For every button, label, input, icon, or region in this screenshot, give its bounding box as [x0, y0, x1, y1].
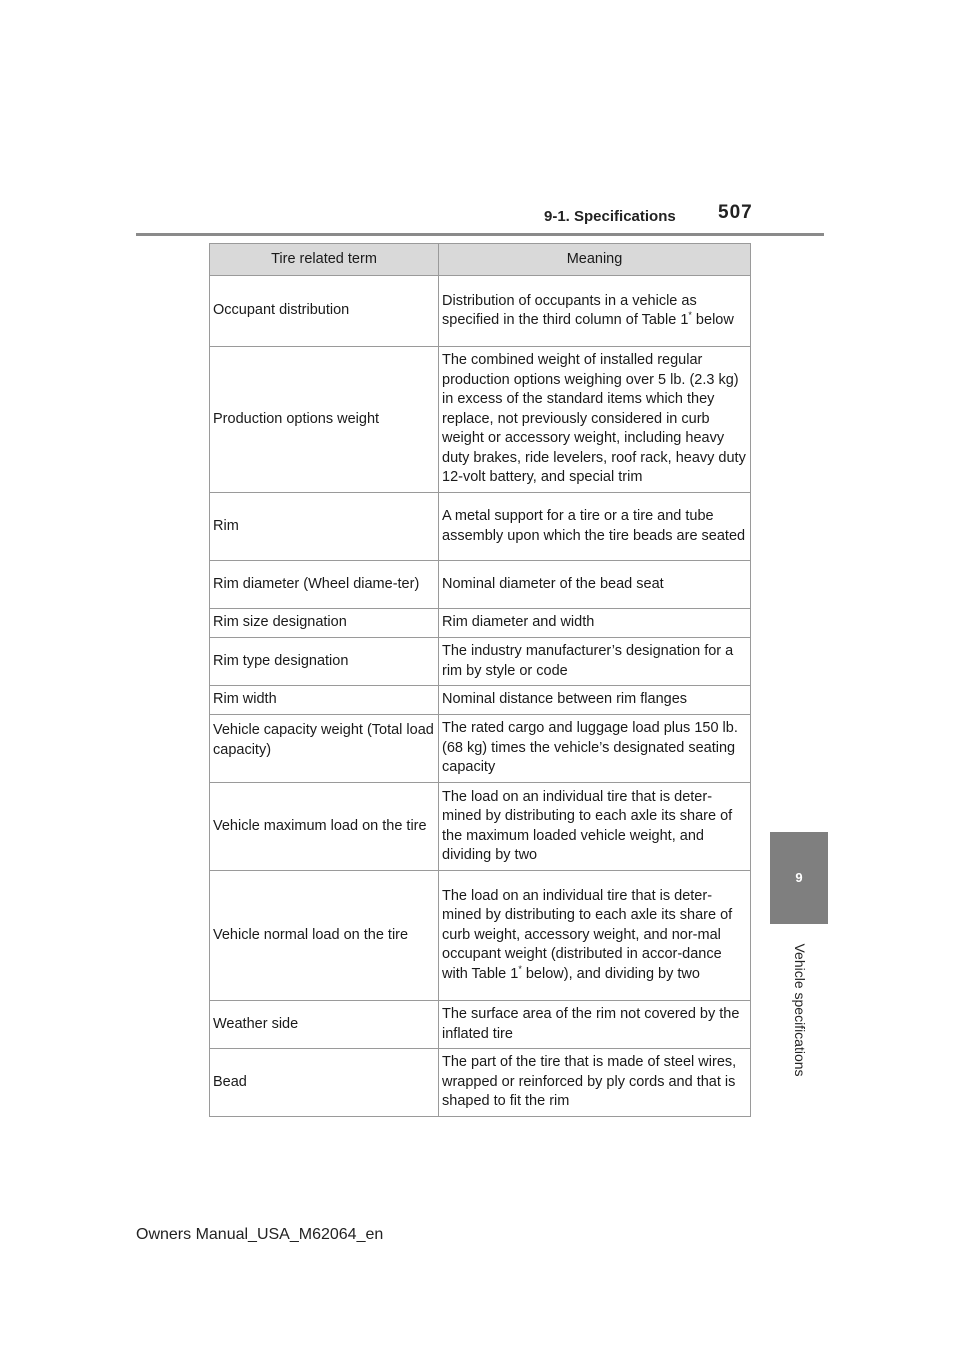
footnote-marker: * [688, 310, 692, 321]
term-cell: Rim size designation [210, 609, 439, 638]
meaning-cell: Nominal diameter of the bead seat [439, 561, 751, 609]
meaning-cell: Rim diameter and width [439, 609, 751, 638]
meaning-cell: The rated cargo and luggage load plus 150 lb. (68 kg) times the vehicle’s designated seating capacity [439, 715, 751, 783]
table-row [210, 871, 751, 1001]
term-cell: Rim [210, 493, 439, 561]
meaning-cell: The surface area of the rim not covered by the inflated tire [439, 1001, 751, 1049]
table-row [210, 609, 751, 638]
table-row [210, 1049, 751, 1117]
term-cell: Rim width [210, 686, 439, 715]
term-cell: Production options weight [210, 347, 439, 493]
term-cell: Rim diameter (Wheel diame-ter) [210, 561, 439, 609]
meaning-cell: The load on an individual tire that is deter-mined by distributing to each axle its share of the maximum loaded vehicle weight, and dividing by two [439, 783, 751, 871]
column-header-term: Tire related term [210, 244, 439, 276]
term-cell: Vehicle maximum load on the tire [210, 783, 439, 871]
meaning-cell [439, 276, 751, 347]
table-row [210, 1001, 751, 1049]
footnote-marker: * [518, 963, 522, 974]
term-cell: Occupant distribution [210, 276, 439, 347]
meaning-text-cont: below [691, 312, 734, 328]
table-header-row [210, 244, 751, 276]
tire-terms-table [209, 243, 751, 1117]
table-row [210, 638, 751, 686]
page-header [0, 198, 960, 238]
table-row [210, 493, 751, 561]
table-row [210, 686, 751, 715]
chapter-label: Vehicle specifications [792, 943, 808, 1077]
table-row [210, 715, 751, 783]
meaning-cell: The industry manufacturer’s designation for a rim by style or code [439, 638, 751, 686]
meaning-cell [439, 871, 751, 1001]
meaning-text-cont: below), and dividing by two [521, 965, 700, 982]
term-cell: Vehicle capacity weight (Total load capacity) [210, 715, 439, 783]
table-row [210, 347, 751, 493]
chapter-tab [770, 832, 828, 924]
column-header-meaning: Meaning [439, 244, 751, 276]
term-cell: Vehicle normal load on the tire [210, 871, 439, 1001]
term-cell: Weather side [210, 1001, 439, 1049]
table-row [210, 783, 751, 871]
header-divider [136, 233, 824, 236]
page-number: 507 [718, 202, 753, 223]
term-cell: Bead [210, 1049, 439, 1117]
meaning-cell: The part of the tire that is made of steel wires, wrapped or reinforced by ply cords and that is shaped to fit the rim [439, 1049, 751, 1117]
meaning-text: The load on an individual tire that is deter-mined by distributing to each axle its share of curb weight, accessory weight, and nor-mal occupant weight (distributed in accor-dance with Table 1 [442, 887, 733, 982]
meaning-cell: A metal support for a tire or a tire and tube assembly upon which the tire beads are seated [439, 493, 751, 561]
table-row [210, 561, 751, 609]
term-cell: Rim type designation [210, 638, 439, 686]
document-footer: Owners Manual_USA_M62064_en [136, 1226, 384, 1243]
meaning-text: Distribution of occupants in a vehicle as specified in the third column of Table 1 [442, 292, 697, 328]
chapter-number: 9 [795, 870, 803, 885]
meaning-cell: The combined weight of installed regular production options weighing over 5 lb. (2.3 kg) in excess of the standard items which they replace, not previously considered in curb weight or accessory weight, including heavy duty brakes, ride levelers, roof rack, heavy duty 12-volt battery, and special trim [439, 347, 751, 493]
table-row [210, 276, 751, 347]
section-title: 9-1. Specifications [544, 208, 676, 225]
meaning-cell: Nominal distance between rim flanges [439, 686, 751, 715]
